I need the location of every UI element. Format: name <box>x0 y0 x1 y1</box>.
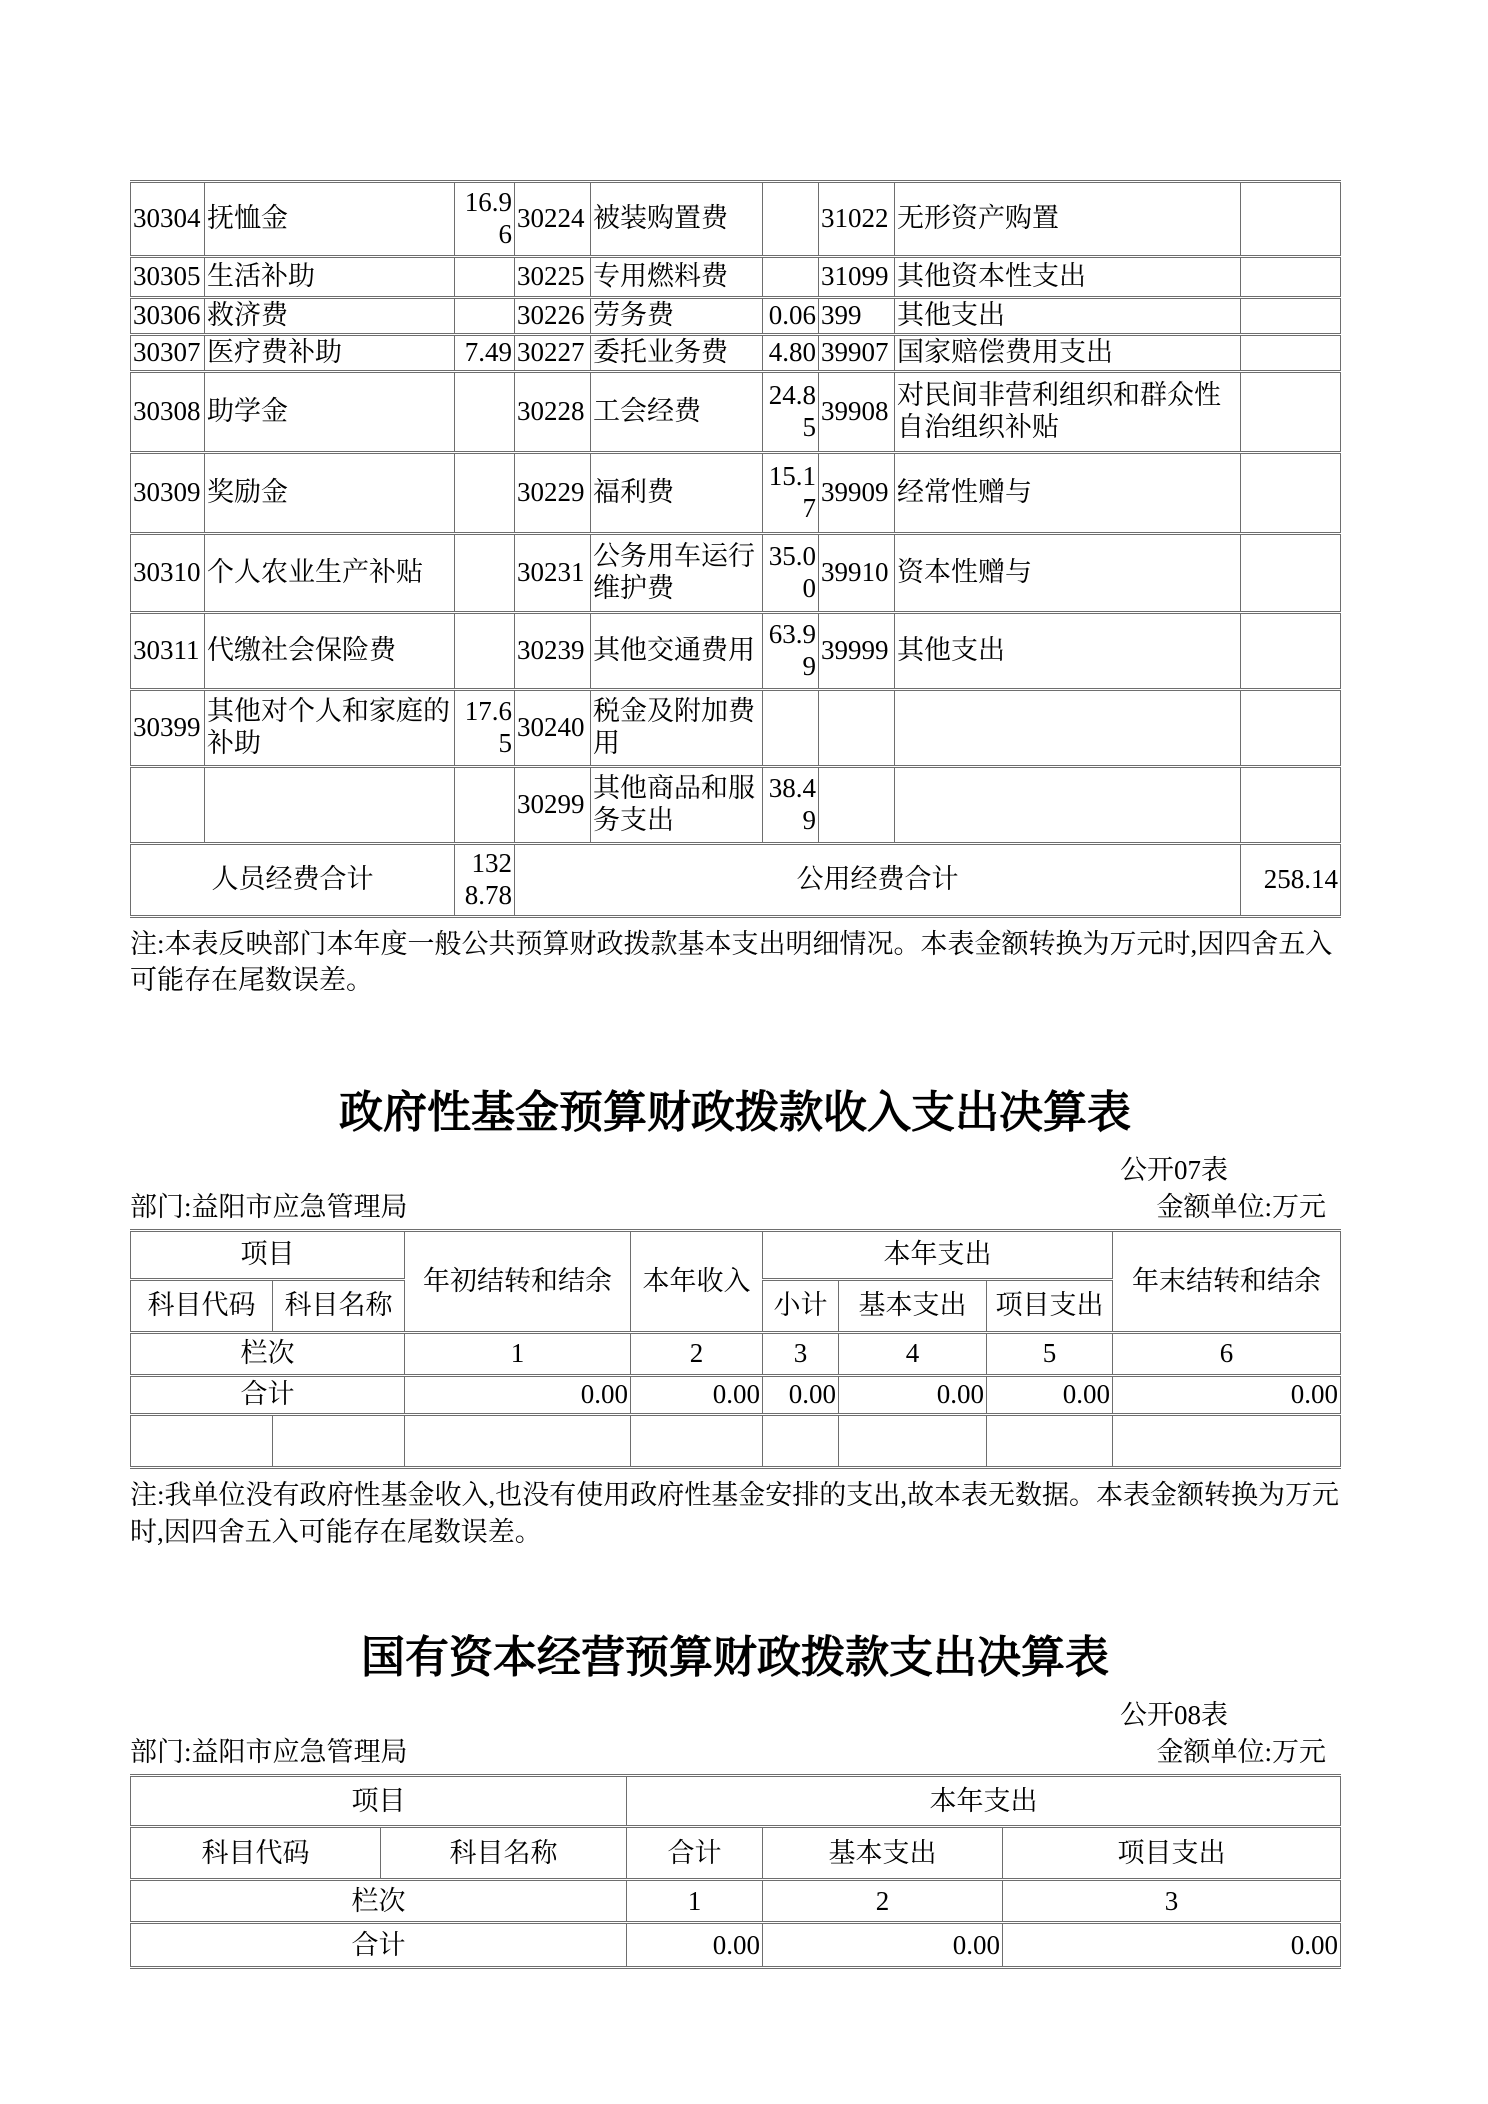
column-index-cell: 2 <box>631 1333 763 1376</box>
cell-name: 生活补助 <box>205 257 455 298</box>
column-index-cell: 3 <box>1003 1880 1341 1923</box>
cell-value <box>455 298 515 335</box>
column-index-cell: 5 <box>987 1333 1113 1376</box>
table-row <box>131 689 1341 766</box>
header-project-expenditure: 项目支出 <box>987 1280 1113 1333</box>
cell-value <box>1241 612 1341 689</box>
public-total-value: 258.14 <box>1241 843 1341 916</box>
cell-empty <box>1241 766 1341 843</box>
public-total-label: 公用经费合计 <box>515 843 1241 916</box>
total-row-label: 合计 <box>131 1923 627 1968</box>
cell-empty <box>987 1415 1113 1468</box>
header-closing-balance: 年末结转和结余 <box>1113 1231 1341 1333</box>
table-header-row <box>131 1776 1341 1827</box>
cell-code: 30306 <box>131 298 205 335</box>
column-index-label: 栏次 <box>131 1333 405 1376</box>
cell-value <box>455 533 515 612</box>
cell-code: 30399 <box>131 689 205 766</box>
table-row <box>131 766 1341 843</box>
cell-code: 30240 <box>515 689 591 766</box>
cell-value <box>763 182 819 257</box>
cell-empty <box>131 1415 273 1468</box>
total-row <box>131 1376 1341 1415</box>
unit-label: 金额单位:万元 <box>1156 1737 1326 1768</box>
state-capital-table-title: 国有资本经营预算财政拨款支出决算表 <box>361 1632 1109 1682</box>
header-current-expenditure: 本年支出 <box>627 1776 1341 1827</box>
cell-name: 资本性赠与 <box>895 533 1241 612</box>
total-value-cell: 0.00 <box>1113 1376 1341 1415</box>
cell-name: 个人农业生产补贴 <box>205 533 455 612</box>
cell-code: 30299 <box>515 766 591 843</box>
total-value-cell: 0.00 <box>987 1376 1113 1415</box>
cell-value <box>1241 452 1341 533</box>
cell-empty <box>763 1415 839 1468</box>
cell-empty <box>131 766 205 843</box>
cell-code: 399 <box>819 298 895 335</box>
cell-empty <box>405 1415 631 1468</box>
table-footer-row <box>131 843 1341 916</box>
total-value-cell: 0.00 <box>1003 1923 1341 1968</box>
personnel-total-value: 1328.78 <box>455 843 515 916</box>
cell-name: 救济费 <box>205 298 455 335</box>
header-project: 项目 <box>131 1776 627 1827</box>
cell-empty <box>895 766 1241 843</box>
cell-name: 抚恤金 <box>205 182 455 257</box>
cell-value: 17.65 <box>455 689 515 766</box>
table-meta-line <box>130 1190 1340 1225</box>
cell-name: 其他支出 <box>895 298 1241 335</box>
total-row-label: 合计 <box>131 1376 405 1415</box>
cell-code: 30226 <box>515 298 591 335</box>
cell-value: 7.49 <box>455 334 515 371</box>
cell-code: 39910 <box>819 533 895 612</box>
cell-code: 39999 <box>819 612 895 689</box>
cell-value <box>1241 334 1341 371</box>
column-index-row <box>131 1880 1341 1923</box>
cell-name: 无形资产购置 <box>895 182 1241 257</box>
column-index-cell: 2 <box>763 1880 1003 1923</box>
cell-name: 经常性赠与 <box>895 452 1241 533</box>
column-index-cell: 4 <box>839 1333 987 1376</box>
header-basic-expenditure: 基本支出 <box>763 1827 1003 1880</box>
cell-name: 其他商品和服务支出 <box>591 766 763 843</box>
cell-code <box>819 689 895 766</box>
header-project: 项目 <box>131 1231 405 1280</box>
cell-code: 30239 <box>515 612 591 689</box>
cell-code: 39907 <box>819 334 895 371</box>
cell-value <box>455 612 515 689</box>
cell-code: 39909 <box>819 452 895 533</box>
cell-empty <box>273 1415 405 1468</box>
header-current-income: 本年收入 <box>631 1231 763 1333</box>
cell-value <box>1241 298 1341 335</box>
cell-name <box>895 689 1241 766</box>
table-number: 公开08表 <box>1120 1699 1228 1730</box>
cell-value: 38.49 <box>763 766 819 843</box>
column-index-cell: 1 <box>405 1333 631 1376</box>
total-row <box>131 1923 1341 1968</box>
cell-name: 其他支出 <box>895 612 1241 689</box>
cell-name: 国家赔偿费用支出 <box>895 334 1241 371</box>
personnel-total-label: 人员经费合计 <box>131 843 455 916</box>
cell-value <box>455 371 515 452</box>
cell-value: 0.06 <box>763 298 819 335</box>
column-index-cell: 1 <box>627 1880 763 1923</box>
cell-code: 30308 <box>131 371 205 452</box>
cell-name: 其他资本性支出 <box>895 257 1241 298</box>
cell-code: 39908 <box>819 371 895 452</box>
total-value-cell: 0.00 <box>839 1376 987 1415</box>
cell-code: 30228 <box>515 371 591 452</box>
cell-name: 医疗费补助 <box>205 334 455 371</box>
cell-value <box>1241 257 1341 298</box>
cell-value <box>1241 689 1341 766</box>
cell-name: 福利费 <box>591 452 763 533</box>
cell-empty <box>839 1415 987 1468</box>
table-row <box>131 182 1341 257</box>
header-total: 合计 <box>627 1827 763 1880</box>
cell-code: 30310 <box>131 533 205 612</box>
cell-code: 30311 <box>131 612 205 689</box>
cell-name: 委托业务费 <box>591 334 763 371</box>
cell-name: 其他对个人和家庭的补助 <box>205 689 455 766</box>
table-row <box>131 257 1341 298</box>
cell-value: 4.80 <box>763 334 819 371</box>
table-header-row <box>131 1231 1341 1280</box>
cell-value <box>763 689 819 766</box>
cell-value <box>1241 371 1341 452</box>
total-value-cell: 0.00 <box>627 1923 763 1968</box>
header-subject-name: 科目名称 <box>381 1827 627 1880</box>
table-note: 注:我单位没有政府性基金收入,也没有使用政府性基金安排的支出,故本表无数据。本表金额转换为万元时,因四舍五入可能存在尾数误差。 <box>130 1480 1339 1547</box>
cell-empty <box>205 766 455 843</box>
cell-code: 30229 <box>515 452 591 533</box>
header-subject-name: 科目名称 <box>273 1280 405 1333</box>
cell-value <box>1241 182 1341 257</box>
cell-code: 30305 <box>131 257 205 298</box>
total-value-cell: 0.00 <box>763 1376 839 1415</box>
cell-code: 30227 <box>515 334 591 371</box>
cell-value <box>455 452 515 533</box>
cell-name: 专用燃料费 <box>591 257 763 298</box>
header-subtotal: 小计 <box>763 1280 839 1333</box>
column-index-label: 栏次 <box>131 1880 627 1923</box>
unit-label: 金额单位:万元 <box>1156 1191 1326 1222</box>
cell-code: 30231 <box>515 533 591 612</box>
cell-name: 助学金 <box>205 371 455 452</box>
table-meta-line <box>130 1735 1340 1770</box>
table-row <box>131 334 1341 371</box>
table-row <box>131 612 1341 689</box>
total-value-cell: 0.00 <box>405 1376 631 1415</box>
table-row <box>131 452 1341 533</box>
cell-name: 税金及附加费用 <box>591 689 763 766</box>
table-row <box>131 371 1341 452</box>
cell-name: 代缴社会保险费 <box>205 612 455 689</box>
column-index-cell: 3 <box>763 1333 839 1376</box>
header-basic-expenditure: 基本支出 <box>839 1280 987 1333</box>
empty-row <box>131 1415 1341 1468</box>
cell-value: 16.96 <box>455 182 515 257</box>
table-row <box>131 298 1341 335</box>
header-opening-balance: 年初结转和结余 <box>405 1231 631 1333</box>
cell-code: 30224 <box>515 182 591 257</box>
table-row <box>131 533 1341 612</box>
cell-empty <box>1113 1415 1341 1468</box>
header-project-expenditure: 项目支出 <box>1003 1827 1341 1880</box>
cell-code: 30307 <box>131 334 205 371</box>
cell-empty <box>819 766 895 843</box>
cell-name: 劳务费 <box>591 298 763 335</box>
cell-code: 31022 <box>819 182 895 257</box>
column-index-cell: 6 <box>1113 1333 1341 1376</box>
state-capital-table <box>130 1774 1341 1969</box>
cell-value <box>455 257 515 298</box>
cell-code: 30225 <box>515 257 591 298</box>
cell-value: 35.00 <box>763 533 819 612</box>
cell-value: 15.17 <box>763 452 819 533</box>
cell-name: 其他交通费用 <box>591 612 763 689</box>
cell-code: 30304 <box>131 182 205 257</box>
column-index-row <box>131 1333 1341 1376</box>
cell-empty <box>631 1415 763 1468</box>
cell-name: 奖励金 <box>205 452 455 533</box>
table-number: 公开07表 <box>1120 1154 1228 1185</box>
header-current-expenditure: 本年支出 <box>763 1231 1113 1280</box>
cell-value: 63.99 <box>763 612 819 689</box>
cell-empty <box>455 766 515 843</box>
gov-fund-table <box>130 1229 1341 1469</box>
cell-name: 公务用车运行维护费 <box>591 533 763 612</box>
table-header-row <box>131 1827 1341 1880</box>
cell-value <box>1241 533 1341 612</box>
basic-expenditure-detail-table <box>130 180 1341 918</box>
cell-code: 31099 <box>819 257 895 298</box>
cell-code: 30309 <box>131 452 205 533</box>
cell-name: 对民间非营利组织和群众性自治组织补贴 <box>895 371 1241 452</box>
cell-name: 被装购置费 <box>591 182 763 257</box>
header-subject-code: 科目代码 <box>131 1280 273 1333</box>
page-content <box>130 0 1342 1969</box>
department-label: 部门:益阳市应急管理局 <box>130 1737 408 1768</box>
header-subject-code: 科目代码 <box>131 1827 381 1880</box>
table-note: 注:本表反映部门本年度一般公共预算财政拨款基本支出明细情况。本表金额转换为万元时,因四舍五入可能存在尾数误差。 <box>130 928 1333 996</box>
gov-fund-table-title: 政府性基金预算财政拨款收入支出决算表 <box>339 1087 1131 1137</box>
total-value-cell: 0.00 <box>763 1923 1003 1968</box>
cell-value <box>763 257 819 298</box>
cell-name: 工会经费 <box>591 371 763 452</box>
department-label: 部门:益阳市应急管理局 <box>130 1191 408 1222</box>
total-value-cell: 0.00 <box>631 1376 763 1415</box>
cell-value: 24.85 <box>763 371 819 452</box>
